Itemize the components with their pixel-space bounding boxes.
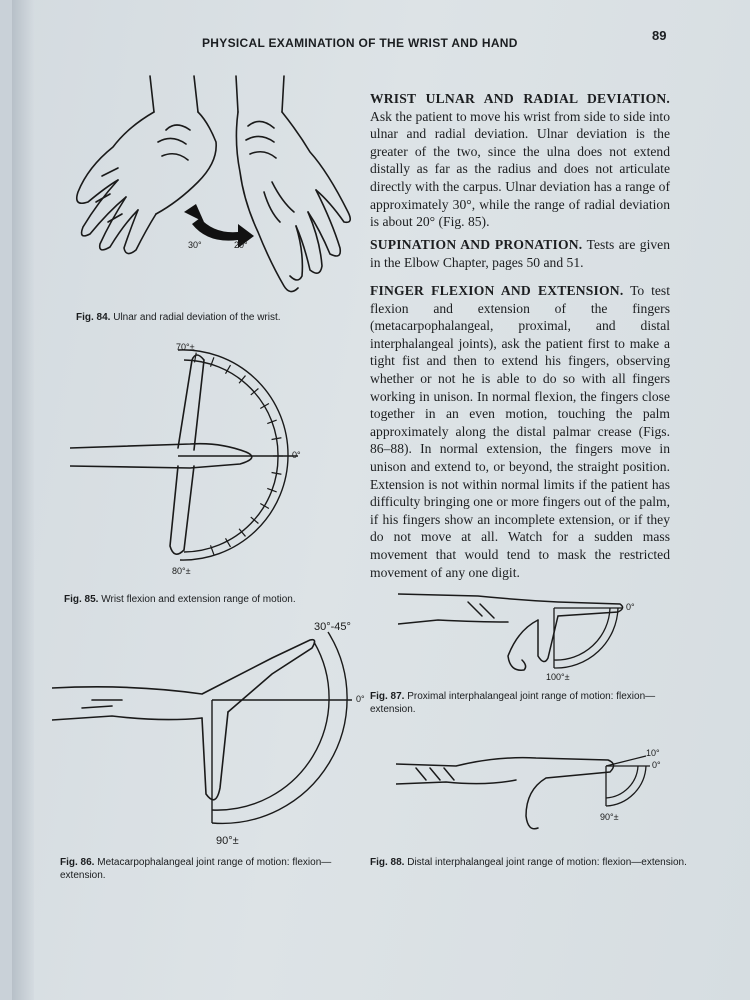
fig88-bottom-label: 90°±	[600, 812, 619, 822]
fig86-caption-number: Fig. 86.	[60, 857, 95, 868]
fig88-caption	[370, 856, 690, 869]
fig85-caption-number: Fig. 85.	[64, 594, 99, 605]
fig88-illustration	[396, 740, 676, 850]
section-heading: WRIST ULNAR AND RADIAL DEVIATION.	[370, 91, 670, 106]
protractor-tick	[260, 504, 269, 509]
fig84-caption-text: Ulnar and radial deviation of the wrist.	[113, 312, 281, 323]
fig85-bottom-label: 80°±	[172, 566, 191, 576]
section-finger-flexion	[370, 282, 670, 581]
section-body: Ask the patient to move his wrist from side to side into ulnar and radial deviation. Ulnar deviation is the greater of the two, since the ulna does not extend distally as far as the radius and does not articulate directly with the carpus. Ulnar deviation has a range of approximately 30°, while the range of radial deviation is about 20° (Fig. 85).	[370, 108, 670, 230]
fig88-zero-label: 0°	[652, 760, 661, 770]
page-number: 89	[652, 28, 667, 43]
fig84-illustration	[58, 72, 358, 302]
fig88-top-label: 10°	[646, 748, 660, 758]
fig88-caption-number: Fig. 88.	[370, 857, 405, 868]
fig88-caption-text: Distal interphalangeal joint range of motion: flexion—extension.	[407, 857, 687, 868]
running-head: PHYSICAL EXAMINATION OF THE WRIST AND HAND	[202, 36, 518, 50]
section-body: To test flexion and extension of the fingers (metacarpophalangeal, proximal, and distal interphalangeal joints), ask the patient first to make a tight fist and then to extend his fingers, observing whether or not he is able to do so with all fingers working in unison. In normal flexion, the fingers close together in an even motion, touching the palm approximately along the distal palmar crease (Figs. 86–88). In normal extension, the fingers move in unison and extend to, or beyond, the straight position. Extension is not within normal limits if the patient has difficulty bringing one or more fingers out of the palm, if his fingers show an incomplete extension, or if they do not move at all. Watch for a sudden mass movement that would tend to mask the restricted movement of any one digit.	[370, 283, 670, 580]
page-gutter-shadow	[12, 0, 34, 1000]
fig85-illustration	[70, 340, 320, 580]
fig86-illustration	[52, 618, 372, 848]
fig86-top-label: 30°-45°	[314, 621, 351, 633]
fig86-caption-text: Metacarpophalangeal joint range of motion: flexion—extension.	[60, 857, 332, 881]
fig84-radial-label: 20°	[234, 240, 248, 250]
protractor-tick	[272, 472, 282, 474]
fig84-caption-number: Fig. 84.	[76, 312, 111, 323]
fig86-bottom-label: 90°±	[216, 835, 239, 847]
fig86-caption	[60, 856, 360, 882]
fig87-caption-number: Fig. 87.	[370, 691, 405, 702]
fig87-caption-text: Proximal interphalangeal joint range of motion: flexion—extension.	[370, 691, 656, 715]
fig84-ulnar-label: 30°	[188, 240, 202, 250]
fig85-top-label: 70°±	[176, 342, 195, 352]
fig85-caption	[64, 593, 364, 606]
section-body: Tests are given in the Elbow Chapter, pages 50 and 51.	[370, 237, 671, 270]
fig87-zero-label: 0°	[626, 602, 635, 612]
section-supination-pronation	[370, 236, 670, 271]
fig87-bottom-label: 100°±	[546, 672, 570, 682]
fig85-zero-label: 0°	[292, 450, 301, 460]
fig84-caption	[76, 311, 366, 324]
protractor-tick	[272, 438, 282, 440]
book-page	[12, 0, 750, 1000]
protractor-tick	[260, 404, 269, 409]
fig85-caption-text: Wrist flexion and extension range of motion.	[101, 594, 296, 605]
fig87-caption	[370, 690, 690, 716]
section-heading: FINGER FLEXION AND EXTENSION.	[370, 283, 624, 298]
section-heading: SUPINATION AND PRONATION.	[370, 237, 583, 252]
section-wrist-deviation	[370, 90, 670, 231]
fig87-illustration	[398, 586, 658, 686]
fig86-zero-label: 0°	[356, 694, 365, 704]
